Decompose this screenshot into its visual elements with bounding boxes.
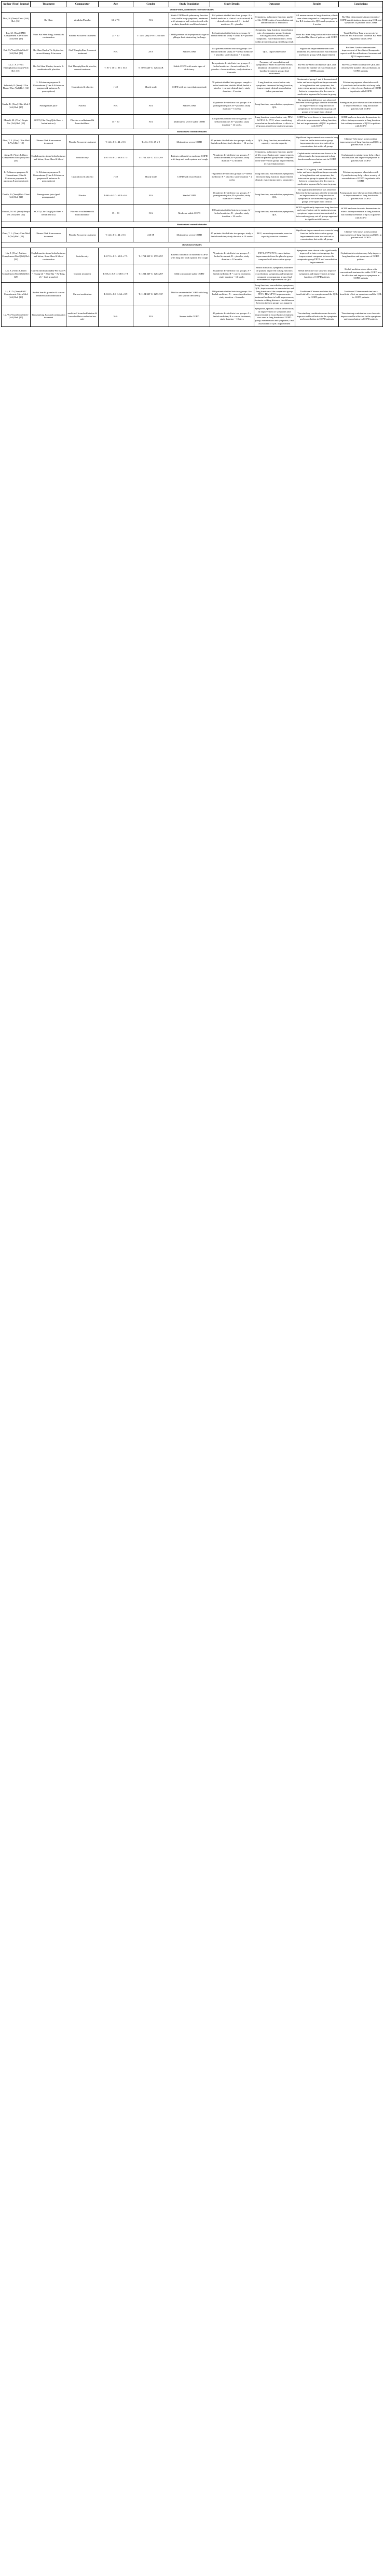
cell-population: COPD with an exacerbation episode	[169, 77, 210, 97]
table-row	[2, 149, 383, 167]
cell-treatment: SCBT (Chu-Tang Qilu Shen + herbal extract)	[31, 205, 66, 222]
cell-author: Sands, B. (Year) Chin Med J (Vol) Ref: [17]	[2, 97, 31, 115]
cell-gender: N/A	[133, 187, 169, 205]
section-header-row	[2, 7, 383, 13]
cell-population: Stable COPD with acute signs of deficiency	[169, 59, 210, 77]
cell-conclusions: SCBT has been shown to demonstrate its effects in improvements in lung function, but not improvements of QOL in patients with COPD	[339, 115, 383, 129]
cell-outcomes: Health indicators; symptoms; shortness of sputum; improved in lung function; exacerbation; symptoms and symptoms compared to comparator group; final assessment of improvement of QOL	[254, 265, 295, 283]
cell-population: Severe stable COPD	[169, 306, 210, 326]
cell-treatment: Bu-Shen	[31, 12, 66, 27]
table-row	[2, 187, 383, 205]
cell-gender: 29 A	[133, 45, 169, 59]
cell-outcomes: Lung function; exacerbation; symptoms; decreased lung function; improvement clinical; exacerbation index; parameters	[254, 167, 295, 187]
cell-results: Cephalometrix mixture was shown to be efficacious in the improvement in lung function and exacerbation rate in COPD patients	[295, 149, 339, 167]
cell-age: N/A	[98, 97, 133, 115]
cell-treatment: L. Echinacea purpurea & Ginsentinum (Gim & Echinacea purpurea & aubracus & prescriptions)	[31, 77, 66, 97]
col-header-gender: Gender	[133, 2, 169, 7]
cell-population: Stable COPD	[169, 45, 210, 59]
table-row	[2, 265, 383, 283]
cell-comparator: Placebo & current treatment	[66, 27, 98, 45]
cell-conclusions: Traditional Chinese medicine has a beneficial effect on symptoms and the QOL in COPD patients	[339, 283, 383, 306]
evidence-table-page	[0, 0, 384, 330]
cell-details: 138 patients divided into two groups: A = herbal medicine; B = placebo; study duration = 14 weeks	[210, 115, 254, 129]
cell-details: Two patients divided into two groups: A = herbal medicine + bronchodilator; B = placebo + bronchodilator; study duration = 6 months	[210, 59, 254, 77]
cell-outcomes: Symptoms, lung function; exacerbation rate of comparator group; 6-minute walking distance; severity and symptoms; exacerbation index; event within treatment group; final lung result	[254, 27, 295, 45]
table-row	[2, 205, 383, 222]
cell-population: Mild to moderate stable COPD	[169, 265, 210, 283]
table-header	[2, 2, 383, 7]
cell-age: 23 ~ 20	[98, 27, 133, 45]
cell-author: L. Echinacea purpurea & Ginsentinum (Gim & Echinacea purpurea & aubracus & prescriptions)	[2, 167, 31, 187]
cell-details: 70 patients divided into two groups: A = herbal treatment; B = placebo; study duration = 12 months	[210, 248, 254, 265]
section-header-row	[2, 222, 383, 228]
col-header-study-details: Study Details	[210, 2, 254, 7]
cell-results: All measurements in lungs function; effects seen when compared to comparator group for ILS treatment in QOL and symptoms at 6 weeks	[295, 12, 339, 27]
cell-details: 30 patients divided into two groups: A = pomegranate juice; B = placebo; study duration = 5 weeks	[210, 187, 254, 205]
cell-gender: T: 1754 32F C: 1755 29F	[133, 248, 169, 265]
cell-treatment: Yunti Bai Shen Tang; formula & combination	[31, 27, 66, 45]
table-row	[2, 283, 383, 306]
cell-age: N/A	[98, 306, 133, 326]
cell-author: Liu, M. (Year) BMC Complement Altern Med (Vol) Ref: [13]	[2, 27, 31, 45]
cell-author: Lu, J. X. (Year) Ethnopharmacology (Vol) Ref: [15]	[2, 59, 31, 77]
cell-gender: T: 1124 32F C: 1253 31F	[133, 283, 169, 306]
cell-outcomes: Symptoms, pulmonary function; quality of life; exacerbation rate; improvements from the placebo group when compared to the intervention group; improvements in exacerbation index	[254, 149, 295, 167]
cell-author: Li, X. D. (Year) BMC Complement Altern Med (Vol) Ref: [26]	[2, 283, 31, 306]
cell-age: 35 ~ 50	[98, 205, 133, 222]
cell-author: Zeboriah, P. (Year) J Clin Pharm Ther (Vol) Ref: [16]	[2, 77, 31, 97]
cell-outcomes: Lung function; exacerbation rate; FEV1 & FEV1 &, FVC/ when considering exacerbation bronchodilator + effects to all groups exert from treatment groups	[254, 115, 295, 129]
cell-population: Stable COPD	[169, 187, 210, 205]
cell-gender: N/A	[133, 115, 169, 129]
cell-gender: N/A	[133, 12, 169, 27]
cell-results: SCBT has been shown to demonstrate its effects in improvements in lung function, but not improvements of QOL in patients with COPD	[295, 115, 339, 129]
cell-population: COPD with exacerbation	[169, 167, 210, 187]
cell-treatment: L. Echinacea purpurea & Ginsentinum (Gim & Echinacea purpurea & aubracus & prescriptions)	[31, 167, 66, 187]
cell-conclusions: Cephalometrix mixture may help improve lung function and symptoms of COPD patients	[339, 248, 383, 265]
cell-conclusions: Pomegranate juice shows no clinical benefit or improvements of lung function in patients with COPD	[339, 187, 383, 205]
cell-comparator: Sertolin only	[66, 149, 98, 167]
cell-outcomes: Lung function; exacerbation; symptoms; QOL	[254, 205, 295, 222]
cell-details: 70 patients divided into two groups: A = herbal treatment; B = placebo; study duration = 12 months	[210, 149, 254, 167]
cell-treatment: Chinese Tiek & movement treatment	[31, 228, 66, 242]
cell-gender: N/A	[133, 97, 169, 115]
cell-outcomes: Lung function; exacerbation; symptoms; QOL	[254, 187, 295, 205]
cell-details: 144 patients divided into two groups: A = herbal medicine study + study; B = placebo + study	[210, 27, 254, 45]
cell-results: No significant difference was observed between the two groups after the treatment; no improvement of lung function or symptoms in the intervention group; all groups were apart from clinical	[295, 97, 339, 115]
cell-comparator: Current medication	[66, 283, 98, 306]
cell-gender: T: 1254 (n4) A+B: 1252 n4B	[133, 27, 169, 45]
cell-comparator: Placebo or salbutamol & bronchodilator	[66, 115, 98, 129]
cell-age: T: 44 ± 8 C: 44 ± 8.5	[98, 134, 133, 149]
cell-outcomes: Lung function; exacerbation rate; symptoms; decreased in lung function; improvement clinical; exacerbation index; parameters	[254, 77, 295, 97]
cell-outcomes: Frequency of exacerbation and symptoms of Shen-Xu adverse events; inhalation of number of patients in baseline treatment group; final assessment	[254, 59, 295, 77]
cell-details: 180 patients divided into two groups: A = herbal medicine; B = current medication; study duration = 6 months	[210, 283, 254, 306]
table-row	[2, 134, 383, 149]
cell-population: Mild to severe stable COPD with lung and sputum deficiency	[169, 283, 210, 306]
cell-age: > 40	[98, 77, 133, 97]
cell-comparator: Oral Theophylline & current treatment	[66, 45, 98, 59]
section-title: Double-blind, randomised controlled studies	[2, 7, 383, 13]
cell-gender: N/A	[133, 306, 169, 326]
cell-author: Lu, W. (Year) Chin Med J (Vol) Ref: [27]	[2, 306, 31, 326]
table-row	[2, 228, 383, 242]
cell-results: Herbal medicine was shown to improve symptoms and improvements in lung function of COPD patients	[295, 265, 339, 283]
table-row	[2, 27, 383, 45]
cell-results: Treatment of group 1 and 2 demonstrated better and more significant improvements in lung function and symptoms; the intervention group is appeared to be the better in comparison; the decrease in medication appeared to be seen in group	[295, 77, 339, 97]
table-row	[2, 45, 383, 59]
cell-outcomes: QOL; lung function; exacerbation; capacity; exercise capacity	[254, 134, 295, 149]
cell-results: Tiaovianlong combination was shown to improve and be effective in the symptoms and exacerbation in COPD patients	[295, 306, 339, 326]
cell-outcomes: Lung function; exacerbation; symptoms; QOL; improvements in exacerbation and lung function of the comparator group FEV1; FEV1/FVC improvements; treatment has been to hold improvement; 6 minute walking distance; the difference between the two groups was apparent	[254, 283, 295, 306]
table-row	[2, 115, 383, 129]
cell-details: 144 patients divided into four groups: A = herbal medicine + clinical corticosteroid; B = clinical corticosteroid; C = herbal medicine; D = placebo	[210, 12, 254, 27]
cell-author: Zhao, T. J. (Year) Chin Med J (Vol) Ref: [19]	[2, 134, 31, 149]
cell-population: Moderate or severe COPD	[169, 134, 210, 149]
table-header-row	[2, 2, 383, 7]
cell-age: 35 ~ 50	[98, 115, 133, 129]
table-row	[2, 248, 383, 265]
cell-details: 30 patients divided into two groups: A = pomegranate juice; B = placebo; study duration = 5 weeks	[210, 97, 254, 115]
cell-treatment: SCBT (Chu-Tang Qilu Shen + herbal extract)	[31, 115, 66, 129]
cell-conclusions: Chinese Tiek shows some positive improvements of lung function and QOL in patients with COPD	[339, 228, 383, 242]
cell-comparator: Placebo & current treatment	[66, 134, 98, 149]
cell-comparator: Cyanidiosis & placebo	[66, 167, 98, 187]
cell-details: 80 patients divided into two groups: A = herbal medicine; B = current treatment; study duration = 12 weeks	[210, 265, 254, 283]
cell-treatment: Current medication (Bu-Fei Tiao-Pi = Huang Qi = Shen-Qu = Fu-Ling, Zi = herb granules)	[31, 265, 66, 283]
table-body	[2, 7, 383, 326]
col-header-conclusions: Conclusions	[339, 2, 383, 7]
cell-treatment: Cephalometrix inner herbal mixture and lotion; Shen-Shen & blood	[31, 149, 66, 167]
cell-gender: T: 7092 A4F C: 1284 n4B	[133, 59, 169, 77]
cell-outcomes: Lung function; exacerbation; symptoms; QOL	[254, 97, 295, 115]
cell-author: Munoli, M. (Year) Respir Dis (Vol) Ref: [18]	[2, 115, 31, 129]
cell-comparator: Cyanidiosis & placebo	[66, 77, 98, 97]
cell-treatment: Cephalometrix inner herbal mixture and lotion; Shen-Shen & blood combination	[31, 248, 66, 265]
cell-gender: T: 1754 32F C: 1755 29F	[133, 149, 169, 167]
cell-results: Bu-Fei Xu-Shen can improve QOL and decrease the number of exacerbations in COPD patients	[295, 59, 339, 77]
cell-conclusions: Echinacea purpurea when taken with Cyanidiosis and microbic acid may help reduce severity of exacerbations of COPD in patients with COPD	[339, 77, 383, 97]
cell-details: 45 patients divided into two groups: study = herbal medicine; study duration = 14 weeks	[210, 134, 254, 149]
cell-author: Jiang, D. (Year) J Altern Complement Med (Vol) Ref: [20]	[2, 149, 31, 167]
cell-comparator: Oral Theophylline & placebo, current treatment	[66, 59, 98, 77]
cell-age: T: 44 ± 8 C: 44 ± 8.5	[98, 228, 133, 242]
cell-conclusions: Bu-Shen Tiaobao demonstrates improvement of the clinical therapeutic aspects with the utilisation of increase and QOL improvements	[339, 45, 383, 59]
cell-results: Serum TCM's group 1 and 2 demonstrated better and more significant improvements in lung function and symptoms; the intervention group is appeared to be the better in comparison; the decrease in medication appeared to be seen in group	[295, 167, 339, 187]
cell-author: Dai, T. (Year) Chin Med J (Vol) Ref: [14]	[2, 45, 31, 59]
cell-details: 144 patients divided into two groups: A = herbal medicine study; B = herbal medicine + placebo; study duration = 6 months	[210, 45, 254, 59]
cell-population: Moderate stable COPD	[169, 205, 210, 222]
cell-author: Liu, S. (Year) J Altern Complement Med (Vol) Ref: [25]	[2, 265, 31, 283]
cell-population: Stable COPD with pulmonary function tests; stable lung-symptoms; treatment with pimagene and corticosteroid with prednis; bronchitis and blood stained	[169, 12, 210, 27]
col-header-comparator: Comparator	[66, 2, 98, 7]
cell-treatment: Pomegranate juice	[31, 97, 66, 115]
section-title: Randomised controlled studies	[2, 129, 383, 135]
cell-age: T: 67.9 ± 8 C: 68.8 ± 7.5	[98, 149, 133, 167]
table-row	[2, 59, 383, 77]
table-row	[2, 77, 383, 97]
cell-outcomes: Symptoms, sputum; clinical observation; in improvement of symptoms and improvement in exacerbation; treatment was seen in lung function of COPD group; exacerbation and symptoms; final assessment of QOL improvement	[254, 306, 295, 326]
table-row	[2, 97, 383, 115]
cell-gender: T: 1234 34F C: 1283 28F	[133, 265, 169, 283]
cell-age: T: 69.2 ± 8.5 C: 68.8 ± 7.8	[98, 265, 133, 283]
cell-comparator: ntradoba Placebo	[66, 12, 98, 27]
cell-conclusions: Bu-Shen demonstrates improvement of COPD manifestations, improving QOL and symptoms of patients with COPD	[339, 12, 383, 27]
cell-gender: Mostly male	[133, 167, 169, 187]
cell-outcomes: FEV1; FEV1/FVC; exacerbation; improvements from the placebo group compared with intervention group	[254, 248, 295, 265]
cell-results: Significant improvements were seen in lung function in the intervention group; improvements were also noticed in exacerbation, but not in all groups	[295, 228, 339, 242]
cell-comparator: Current treatment	[66, 265, 98, 283]
cell-comparator: Placebo	[66, 97, 98, 115]
cell-age: 61 ± 7.5	[98, 12, 133, 27]
cell-population: Patients with mild or moderate COPD with lung and weak sputum and cough	[169, 149, 210, 167]
cell-conclusions: Chinese Tiek shows some positive improvements of lung function and QOL in patients with COPD	[339, 134, 383, 149]
cell-author: Zhao, T. L. (Year) Chin Med J (Vol) Ref: [23]	[2, 228, 31, 242]
cell-comparator: medicinal bronchodilatation & bronchodilator and nebuliser only	[66, 306, 98, 326]
cell-details: 78 patients divided into groups: A = herbal medicine; B = placebo; study duration = 2 weeks	[210, 167, 254, 187]
cell-conclusions: Pomegranate juice shows no clinical benefit or improvements of lung function in patients with COPD	[339, 97, 383, 115]
cell-age: > 40	[98, 167, 133, 187]
col-header-study-population: Study Population	[169, 2, 210, 7]
cell-age: T: 60 ± 6.1 C: 62.8 ± 6.4	[98, 187, 133, 205]
table-row	[2, 167, 383, 187]
cell-population: COPD patients with symptomatic type of phlegm-heat obstructing the lungs	[169, 27, 210, 45]
cell-author: Liu, J. (Year) J Altern Complement Med (Vol) Ref: [24]	[2, 248, 31, 265]
col-header-treatment: Treatment	[31, 2, 66, 7]
cell-gender: N/A	[133, 205, 169, 222]
cell-results: No significant difference was observed between the two groups after the treatment; no improvement of lung function or symptoms in the intervention group; all groups were apart from clinical	[295, 187, 339, 205]
cell-population: Moderate to severe stable COPD	[169, 115, 210, 129]
cell-gender: T: 45 ± 8 C: 45 ± 9	[133, 134, 169, 149]
cell-comparator: Sertolin only	[66, 248, 98, 265]
cell-details: 40 patients divided into two groups: A = herbal medicine; B = current treatment; study duration = 10 days	[210, 306, 254, 326]
cell-age: T: 87 ± 10 C: 89 ± 10.5	[98, 59, 133, 77]
cell-treatment: Tiaovianlong Jiao and combination treatment	[31, 306, 66, 326]
col-header-outcomes: Outcomes	[254, 2, 295, 7]
cell-age: N/A	[98, 45, 133, 59]
cell-population: Patients with mild or moderate COPD with lung and weak sputum and cough	[169, 248, 210, 265]
cell-comparator: Placebo & current treatment	[66, 228, 98, 242]
table-row	[2, 306, 383, 326]
cell-results: Significant improvements were seen in lung function in the intervention group; improvements were also noticed in exacerbation, but not in all groups	[295, 134, 339, 149]
cell-gender: Mostly male	[133, 77, 169, 97]
cell-age: T: 67.9 ± 8 C: 68.8 ± 7.5	[98, 248, 133, 265]
cell-treatment: Bu-Fei San-Pi granules & current treatment and combination	[31, 283, 66, 306]
cell-author: Dias, N. (Year) Chest (Vol) Ref: [12]	[2, 12, 31, 27]
section-header-row	[2, 242, 383, 248]
cell-conclusions: Yunti Bai Shen Tang was seen to be effective and efficacious in herbal Bai Shen of patients with COPD	[339, 27, 383, 45]
cell-outcomes: Symptoms, pulmonary function; quality of life (QOL); ratio of exacerbation and administration of antibiotics	[254, 12, 295, 27]
cell-details: 138 patients divided into two groups: A = herbal medicine; B = placebo; study duration = 14 weeks	[210, 205, 254, 222]
cell-population: Stable COPD	[169, 97, 210, 115]
cell-results: Significant improvement seen after treatment; less medication in exacerbation and forced group; QOL improvement	[295, 45, 339, 59]
cell-author: Munoli, M. M. (Year) Respir Dis (Vol) Ref: [22]	[2, 205, 31, 222]
section-title: Randomised studies	[2, 242, 383, 248]
col-header-author: Author (Year) Journal	[2, 2, 31, 7]
cell-results: Traditional Chinese medicine has a beneficial effect on symptoms and the QOL in COPD patients	[295, 283, 339, 306]
cell-results: Yunti Bai Shen Tang had an effective action on herbal Bai Shen of patients with COPD	[295, 27, 339, 45]
cell-gender: ≥60 3F	[133, 228, 169, 242]
cell-details: 78 patients divided into groups: sample = herbal medicine; double- blind; herbal = placebo + current clinical study; study duration = 2 weeks	[210, 77, 254, 97]
cell-treatment: Bu-Shen Huoku Tie & placebo; current therapy & increase	[31, 45, 66, 59]
cell-conclusions: SCBT has been shown to demonstrate its effects in improvements in lung function, but not improvements of QOL in patients with COPD	[339, 205, 383, 222]
cell-conclusions: Bu-Fei Xu-Shen can improve QOL and decrease the number of exacerbations in COPD patients	[339, 59, 383, 77]
cell-details: 45 patients divided into two groups: study = herbal medicine; study duration = 14 weeks	[210, 228, 254, 242]
cell-treatment: Pomegranate juice (peel pomegranate)	[31, 187, 66, 205]
cell-treatment: Chinese Tiek & movement treatment	[31, 134, 66, 149]
studies-table	[1, 1, 383, 327]
col-header-results: Results	[295, 2, 339, 7]
table-row	[2, 12, 383, 27]
cell-treatment: Bu-Fei Shen Huoku; formula & combination & placebos	[31, 59, 66, 77]
cell-age: T: 63.8 ± 8.9 C: 64 ± 8.9	[98, 283, 133, 306]
col-header-age: Age	[98, 2, 133, 7]
cell-conclusions: Tiaovianlong combination was shown to improve and be effective in the symptoms and exacerbation in COPD patients	[339, 306, 383, 326]
cell-conclusions: Herbal medicine when taken with conventional treatment in stable COPD may be effective and improves symptoms in COPD patients	[339, 265, 383, 283]
cell-outcomes: QOL, improvement rate	[254, 45, 295, 59]
cell-results: SCBT significantly improved lung function and exacerbation rate in treatment group; symptoms improvement demonstrated in intervention group; not all groups appeared to significant differences	[295, 205, 339, 222]
cell-conclusions: Cephalometrix mixture may help reduce exacerbation and improve symptoms in patients with COPD	[339, 149, 383, 167]
cell-results: Symptoms were shown to be significantly improved in intervention group; the improvement compared between the comparator group FEV1 and exacerbation improvements	[295, 248, 339, 265]
cell-author: Davila, B. (Year) Rhir Chest (Vol) Ref: [21]	[2, 187, 31, 205]
cell-comparator: Placebo	[66, 187, 98, 205]
cell-outcomes: BGC; serum improvements; exercise capacity; exercise tolerance	[254, 228, 295, 242]
section-title: Randomised controlled studies	[2, 222, 383, 228]
cell-population: Moderate or severe COPD	[169, 228, 210, 242]
cell-comparator: Placebo or salbutamol & bronchodilator	[66, 205, 98, 222]
cell-conclusions: Echinacea purpurea when taken with Cyanidiosis may help reduce severity of exacerbations of COPD in patients with COPD	[339, 167, 383, 187]
section-header-row	[2, 129, 383, 135]
